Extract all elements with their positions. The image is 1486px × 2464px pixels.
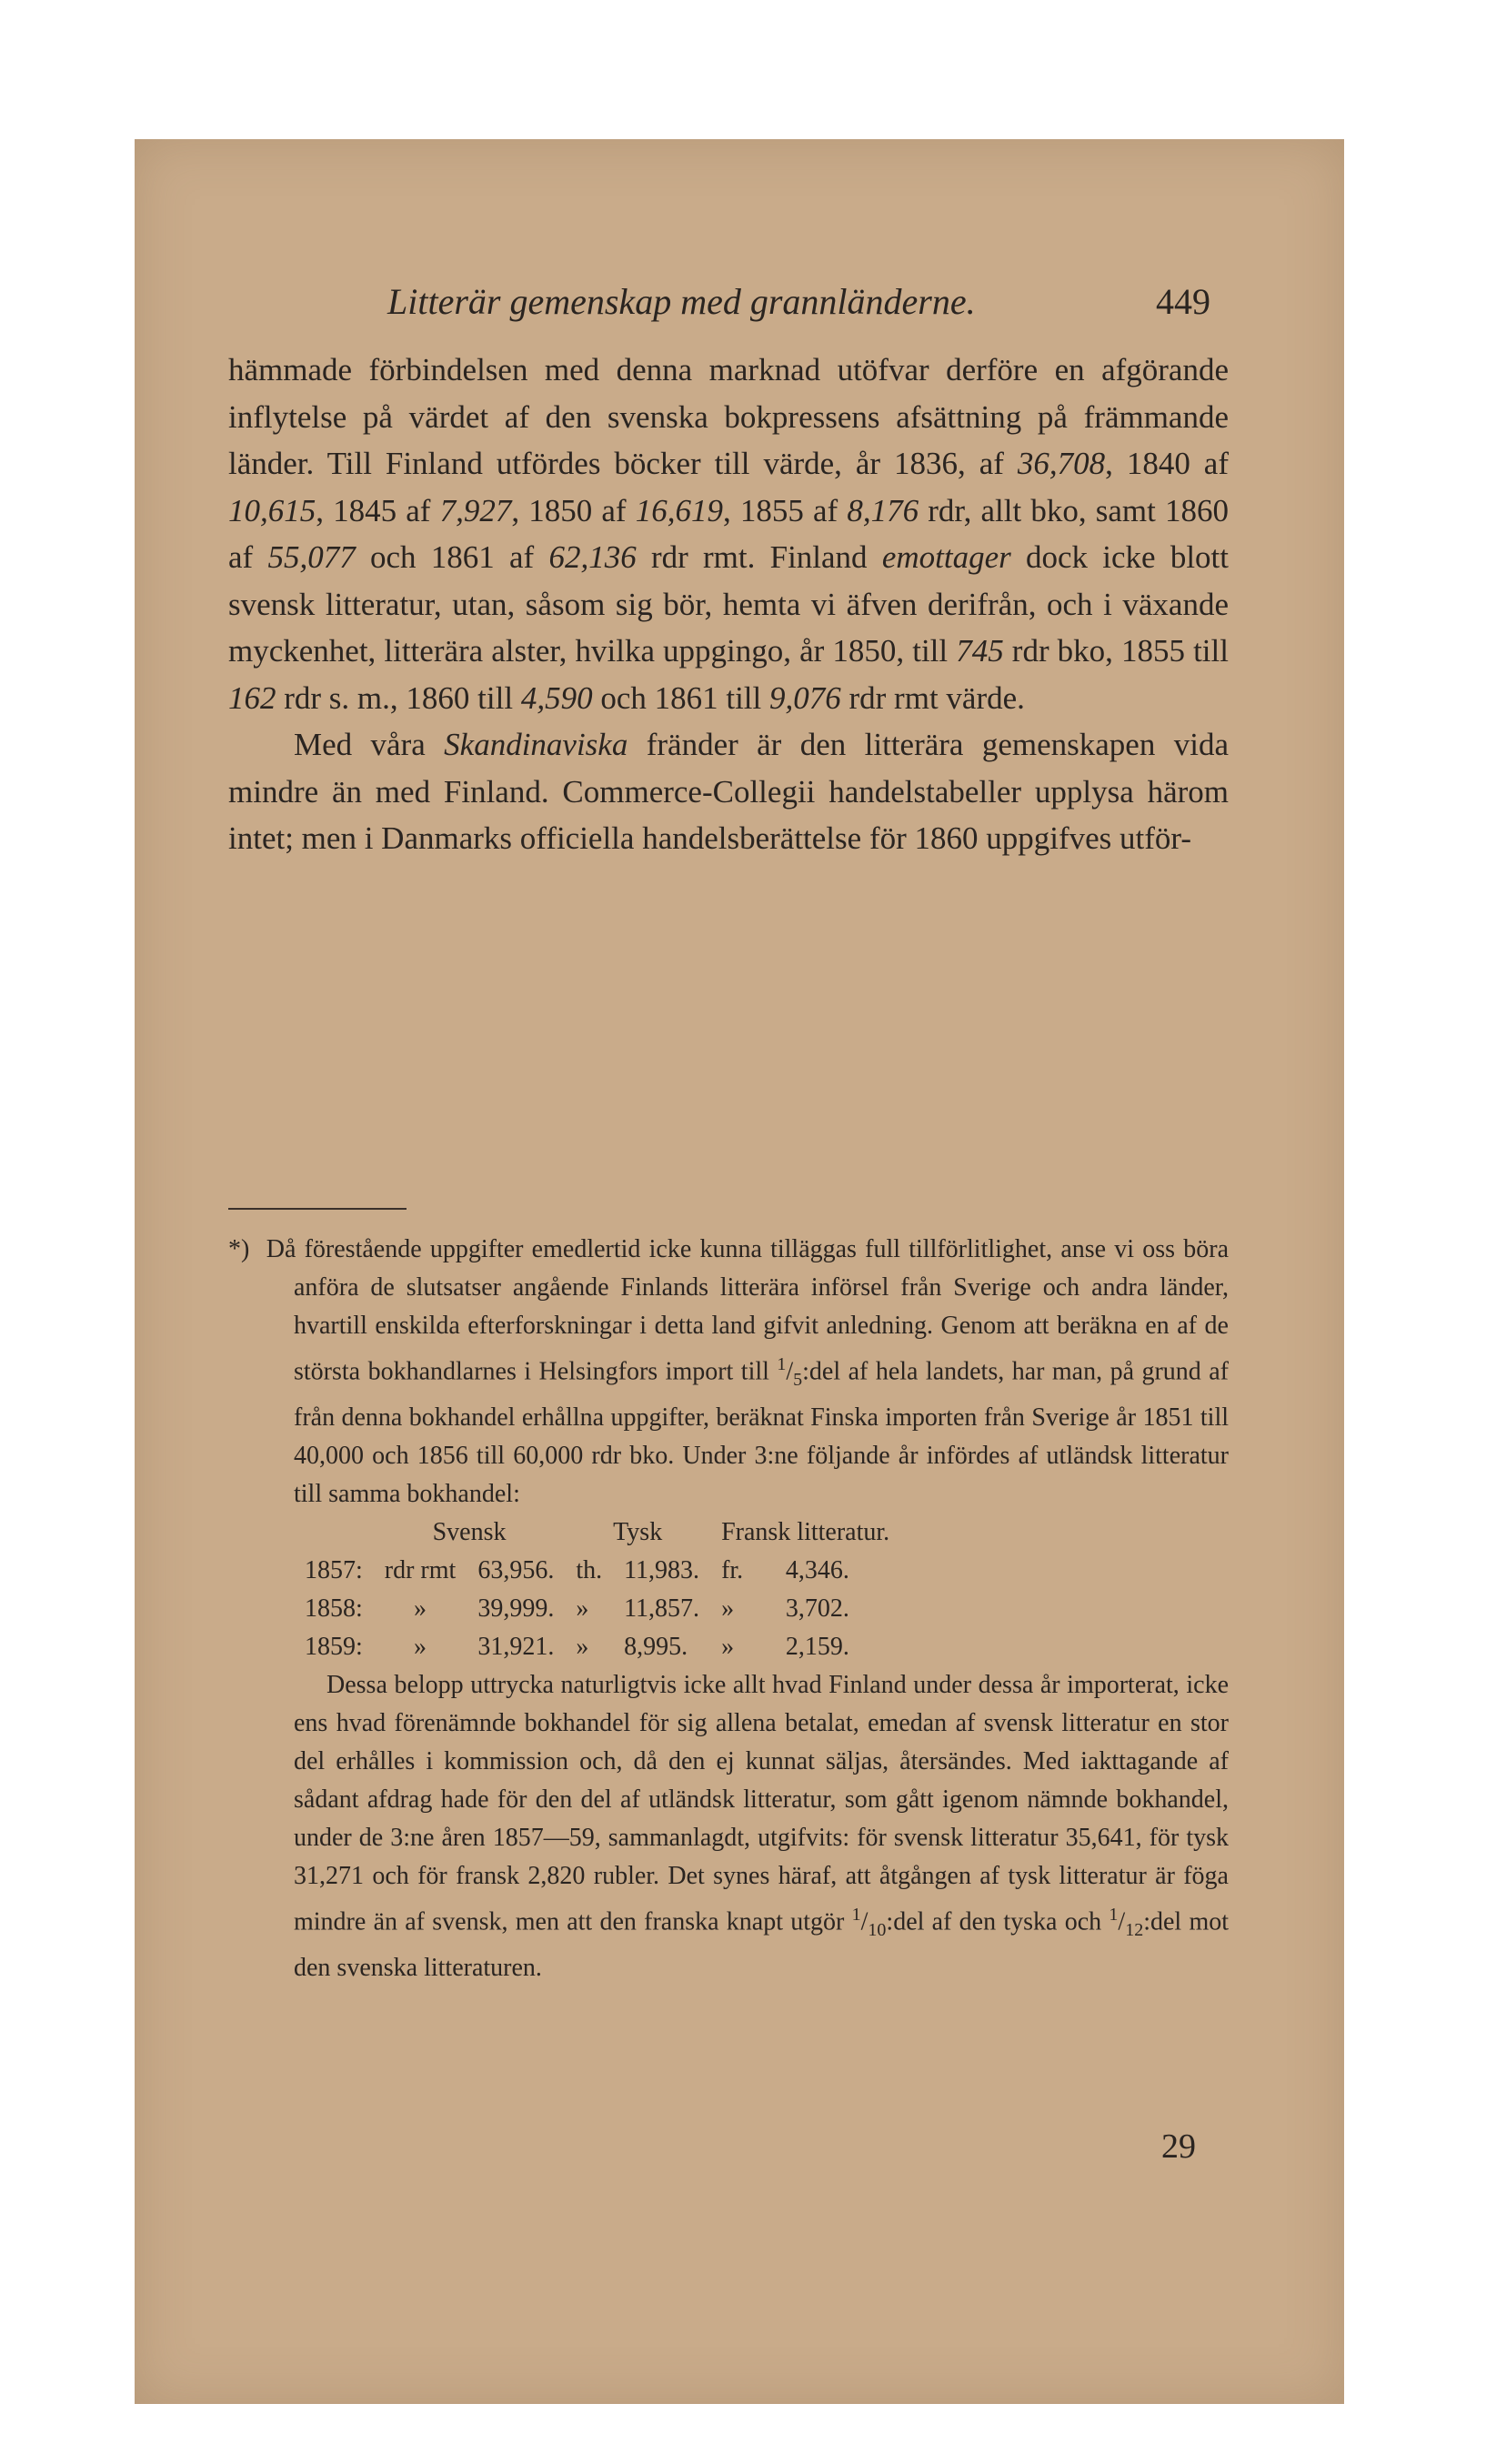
fransk-unit: » — [721, 1594, 735, 1623]
text-run: fränder är den litterära gemenskapen vida mindre än med Finland. Commerce-Collegii handelstabeller upplysa härom intet; men i Danmarks officiella handelsberättelse för 1860 uppgifves utför- — [228, 727, 1229, 856]
tysk-unit: » — [576, 1632, 589, 1661]
fraction-denominator: 12 — [1125, 1919, 1144, 1940]
text-run: rdr rmt. Finland — [636, 539, 882, 575]
fraction-numerator: 1 — [851, 1904, 861, 1925]
emphasis-emottager: emottager — [881, 539, 1011, 575]
fraction-numerator: 1 — [777, 1354, 787, 1374]
svensk-unit: rdr rmt — [384, 1555, 457, 1584]
table-header-tysk: Tysk — [613, 1517, 663, 1546]
table-header-row — [294, 1514, 900, 1552]
text-run: hämmade förbindelsen med denna marknad utöfvar derföre en afgörande inflytelse på värdet af den svenska bokpressens afsättning på främmande länder. Till Finland utfördes böcker till värde, år 1836, af — [228, 352, 1229, 481]
table-row — [294, 1590, 900, 1628]
fransk-value: 2,159. — [785, 1632, 849, 1661]
footnote-continuation: Dessa belopp uttrycka naturligtvis icke allt hvad Finland under dessa år importerat, icke ens hvad förenämnde bokhandel för sig allena betalat, emedan af svensk litteratur en stor del erhålles i kommission och, då den ej kunnat säljas, återsändes. Med iakttagande af sådant afdrag hade för den del af utländsk litteratur, som gått igenom nämnde bokhandel, under de 3:ne åren 1857—59, sammanlagdt, utgifvits: för svensk litteratur 35,641, för tysk 31,271 och för fransk 2,820 rubler. Det synes häraf, att åtgången af tysk litteratur är föga mindre än af svensk, men att den franska knapt utgör $^1/_{10}:del$ af den tyska och $^1/_{12}:del$ mot den svenska litteraturen. — [294, 1670, 1230, 1982]
svensk-value: 39,999. — [477, 1594, 555, 1623]
tysk-value: 11,983. — [624, 1555, 700, 1584]
value-1845: 7,927 — [439, 492, 512, 528]
svensk-value: 63,956. — [477, 1555, 555, 1584]
table-row — [294, 1628, 900, 1666]
import-table — [294, 1514, 900, 1666]
paragraph-2 — [228, 721, 1229, 862]
text-run: rdr bko, 1855 till — [1003, 633, 1229, 669]
row-year: 1858: — [305, 1594, 363, 1623]
footnote-marker: *) — [228, 1235, 250, 1263]
text-run: rdr s. m., 1860 till — [276, 679, 521, 716]
row-year: 1859: — [305, 1632, 363, 1661]
text-run: :del af hela landets, har man, på grund af från denna bokhandel erhållna uppgifter, beräknat Finska importen från Sverige år 1851 till 40,000 och 1856 till 60,000 rdr bko. Under 3:ne följande år infördes af utländsk litteratur till samma bokhandel: — [294, 1357, 1229, 1508]
svensk-value: 31,921. — [477, 1632, 555, 1661]
page-number: 449 — [1156, 281, 1210, 322]
value-1855: 8,176 — [847, 492, 919, 528]
fransk-unit: » — [721, 1632, 735, 1661]
footnote-rule — [228, 1208, 407, 1210]
tysk-unit: » — [576, 1594, 589, 1623]
import-1855: 162 — [228, 679, 276, 716]
tysk-unit: th. — [576, 1555, 603, 1584]
tysk-value: 11,857. — [624, 1594, 700, 1623]
text-run: , 1850 af — [511, 492, 636, 528]
fransk-value: 4,346. — [785, 1555, 849, 1584]
value-1836: 36,708 — [1017, 446, 1106, 481]
import-1850: 745 — [956, 633, 1004, 669]
footnote-body — [228, 1231, 1229, 1514]
text-run: :del mot den svenska litteraturen. — [294, 1907, 1230, 1982]
text-run: och 1861 till — [592, 679, 769, 716]
import-1860: 4,590 — [520, 679, 593, 716]
fransk-unit: fr. — [721, 1555, 744, 1584]
import-1861: 9,076 — [769, 679, 841, 716]
text-run: Då förestående uppgifter emedlertid icke kunna tilläggas full tillförlitlighet, anse vi oss böra anföra de slutsatser angående Finlands litterära införsel från Sverige och andra länder, hvartill enskilda efterforskningar i detta land gifvit anledning. Genom att beräkna en af de största bokhandlarnes i Helsingfors import till — [266, 1235, 1230, 1386]
svensk-unit: » — [414, 1594, 427, 1623]
text-run: dock icke blott svensk litteratur, utan, såsom sig bör, hemta vi äfven derifrån, och i växande myckenhet, litterära alster, hvilka uppgingo, år 1850, till — [228, 539, 1229, 669]
value-1861: 62,136 — [548, 539, 637, 575]
text-run: , 1845 af — [316, 492, 440, 528]
footnote-paragraph: *) Då förestående uppgifter emedlertid icke kunna tilläggas full tillförlitlighet, anse vi oss böra anföra de slutsatser angående Finlands litterära införsel från Sverige och andra länder, hvartill enskilda efterforskningar i detta land gifvit anledning. Genom att beräkna en af de största bokhandlarnes i Helsingfors import till $^1/_5:del$ af hela landets, har man, på grund af från denna bokhandel erhållna uppgifter, beräknat Finska importen från Sverige år 1851 till 40,000 och 1856 till 60,000 rdr bko. Under 3:ne följande år infördes af utländsk litteratur till samma bokhandel: — [228, 1235, 1230, 1508]
body-text — [228, 347, 1229, 862]
tysk-value: 8,995. — [624, 1632, 688, 1661]
running-title: Litterär gemenskap med grannländerne. — [387, 281, 976, 322]
row-year: 1857: — [305, 1555, 363, 1584]
text-run: :del af den tyska och — [886, 1907, 1109, 1936]
text-run: Med våra — [294, 727, 445, 762]
table-header-blank — [294, 1514, 374, 1552]
value-1860: 55,077 — [267, 539, 356, 575]
text-run: och 1861 af — [355, 539, 549, 575]
fransk-value: 3,702. — [785, 1594, 849, 1623]
book-page — [135, 139, 1344, 2404]
text-run: , 1855 af — [722, 492, 848, 528]
text-run: rdr, allt bko, samt 1860 af — [228, 492, 1229, 575]
signature-mark: 29 — [1161, 2127, 1196, 2166]
value-1850: 16,619 — [635, 492, 723, 528]
text-run: , 1840 af — [1105, 446, 1229, 481]
table-header-svensk: Svensk — [432, 1517, 507, 1546]
emphasis-skandinaviska: Skandinaviska — [444, 727, 628, 762]
text-run: rdr rmt värde. — [840, 679, 1025, 716]
value-1840: 10,615 — [228, 492, 316, 528]
footnote — [228, 1231, 1229, 1987]
running-head — [228, 280, 1229, 326]
svensk-unit: » — [414, 1632, 427, 1661]
table-header-fransk: Fransk litteratur. — [721, 1517, 890, 1546]
fraction-denominator: 10 — [868, 1919, 887, 1940]
table-row — [294, 1552, 900, 1590]
text-run: Dessa belopp uttrycka naturligtvis icke allt hvad Finland under dessa år importerat, icke ens hvad förenämnde bokhandel för sig allena betalat, emedan af svensk litteratur en stor del erhålles i kommission och, då den ej kunnat säljas, återsändes. Med iakttagande af sådant afdrag hade för den del af utländsk litteratur, som gått igenom nämnde bokhandel, under de 3:ne åren 1857—59, sammanlagdt, utgifvits: för svensk litteratur 35,641, för tysk 31,271 och för fransk 2,820 rubler. Det synes häraf, att åtgången af tysk litteratur är föga mindre än af svensk, men att den franska knapt utgör — [294, 1670, 1229, 1936]
fraction-numerator: 1 — [1109, 1904, 1119, 1925]
fraction-denominator: 5 — [793, 1369, 803, 1390]
paragraph-1 — [228, 347, 1229, 721]
